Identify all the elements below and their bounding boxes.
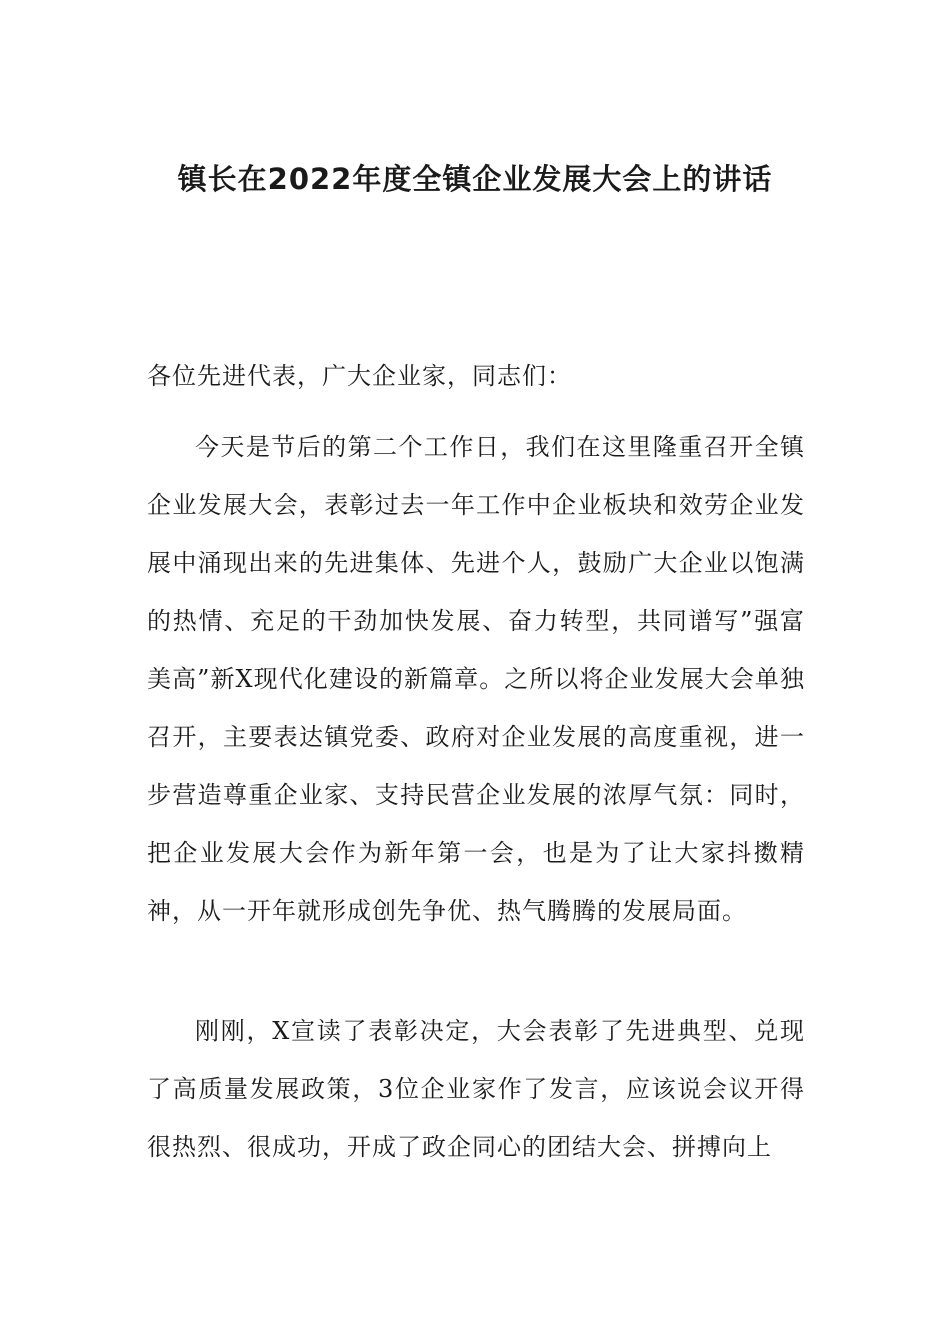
document-title: 镇长在2022年度全镇企业发展大会上的讲话: [177, 162, 773, 196]
body-paragraph-1: 今天是节后的第二个工作日，我们在这里隆重召开全镇企业发展大会，表彰过去一年工作中企业板块和效劳企业发展中涌现出来的先进集体、先进个人，鼓励广大企业以饱满的热情、充足的干劲加快发展、奋力转型，共同谱写”强富美高”新X现代化建设的新篇章。之所以将企业发展大会单独召开，主要表达镇党委、政府对企业发展的高度重视，进一步营造尊重企业家、支持民营企业发展的浓厚气氛：同时，把企业发展大会作为新年第一会，也是为了让大家抖擞精神，从一开年就形成创先争优、热气腾腾的发展局面。: [147, 433, 805, 925]
body-paragraph-2: 刚刚，X宣读了表彰决定，大会表彰了先进典型、兑现了高质量发展政策，3位企业家作了发言，应该说会议开得很热烈、很成功，开成了政企同心的团结大会、拼搏向上: [147, 1017, 805, 1161]
salutation: 各位先进代表，广大企业家，同志们：: [147, 362, 572, 390]
